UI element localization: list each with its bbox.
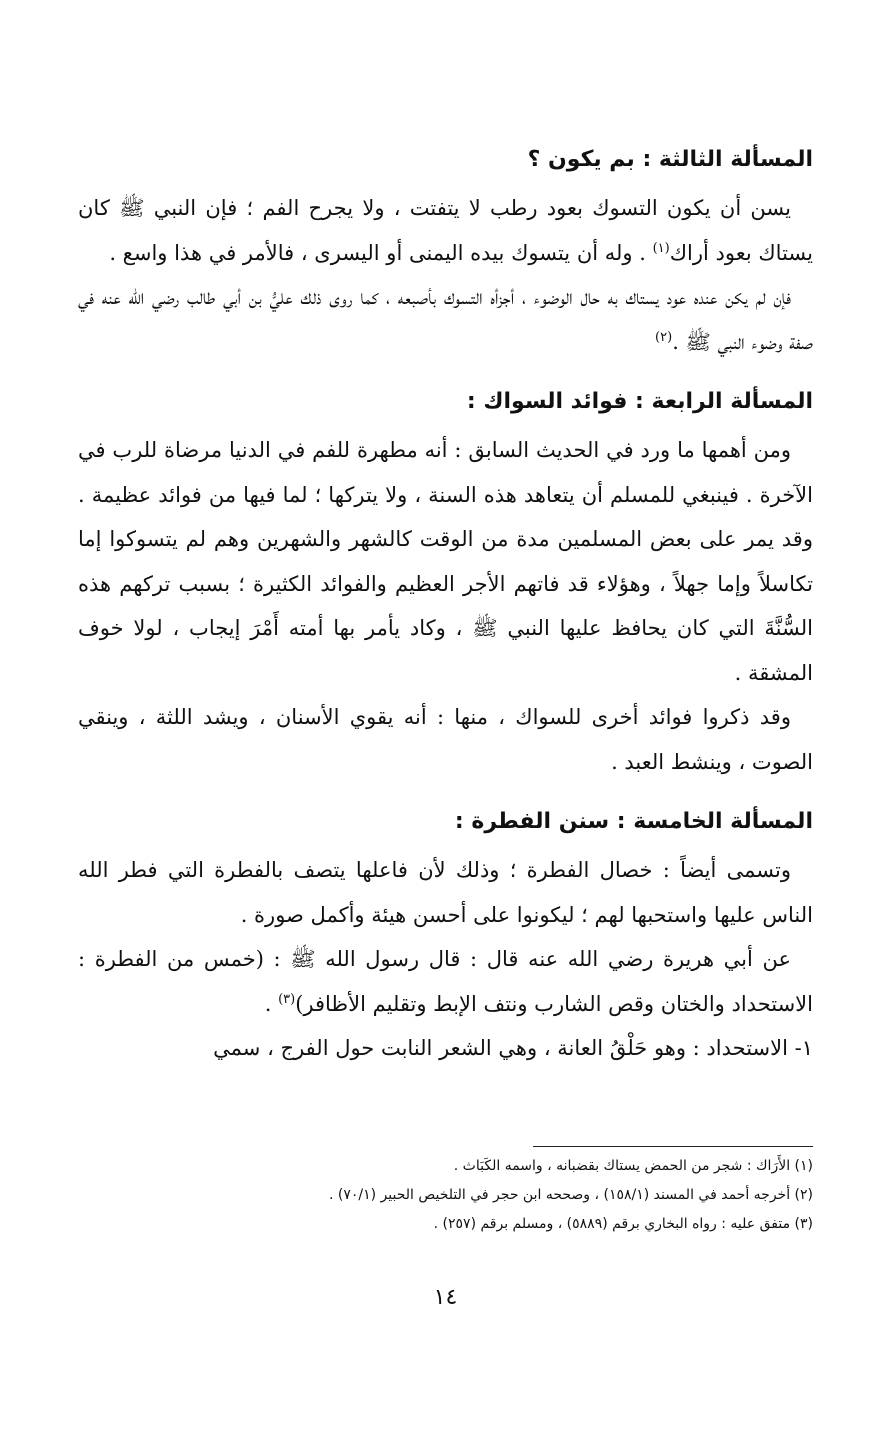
page-body <box>78 140 813 1071</box>
footnote-3: (٣) متفق عليه : رواه البخاري برقم (٥٨٨٩) ، ومسلم برقم (٢٥٧) . <box>433 1216 813 1232</box>
paragraph: وتسمى أيضاً : خصال الفطرة ؛ وذلك لأن فاعلها يتصف بالفطرة التي فطر الله الناس عليها واستحبها لهم ؛ ليكونوا على أحسن هيئة وأكمل صورة . <box>78 858 813 927</box>
footnote-1: (١) الأَرَاك : شجر من الحمض يستاك بقضبانه ، واسمه الكَبَاث . <box>453 1158 813 1174</box>
footnote-ref: (١) <box>652 240 670 256</box>
footnote-ref: (٢) <box>655 329 673 345</box>
footnotes <box>78 1152 813 1239</box>
section-heading-3: المسألة الثالثة : بم يكون ؟ <box>527 147 813 172</box>
paragraph: وقد ذكروا فوائد أخرى للسواك ، منها : أنه يقوي الأسنان ، ويشد اللثة ، وينقي الصوت ، وينشط العبد . <box>78 705 813 774</box>
section-heading-5: المسألة الخامسة : سنن الفطرة : <box>454 809 813 834</box>
section-heading-4: المسألة الرابعة : فوائد السواك : <box>466 389 813 414</box>
paragraph: عن أبي هريرة رضي الله عنه قال : قال رسول الله ﷺ : (خمس من الفطرة : الاستحداد والختان وقص الشارب ونتف الإبط وتقليم الأظافر)$^{(٣)}$ . <box>78 947 813 1016</box>
page-number: ١٤ <box>433 1285 458 1310</box>
paragraph: ومن أهمها ما ورد في الحديث السابق : أنه مطهرة للفم في الدنيا مرضاة للرب في الآخرة . فينبغي للمسلم أن يتعاهد هذه السنة ، ولا يتركها ؛ لما فيها من فوائد عظيمة . وقد يمر على بعض المسلمين مدة من الوقت كالشهر والشهرين وهم لم يتسوكوا إما تكاسلاً وإما جهلاً ، وهؤلاء قد فاتهم الأجر العظيم والفوائد الكثيرة ؛ بسبب تركهم هذه السُّنَّةَ التي كان يحافظ عليها النبي ﷺ ، وكاد يأمر بها أمته أَمْرَ إيجاب ، لولا خوف المشقة . <box>78 438 813 685</box>
paragraph: فإن لم يكن عنده عود يستاك به حال الوضوء ، أجزأه التسوك بأصبعه ، كما روى ذلك عليُّ بن أبي طالب رضي الله عنه في صفة وضوء النبي ﷺ .$^{(٢)}$ <box>78 285 813 354</box>
footnote-2: (٢) أخرجه أحمد في المسند (١٥٨/١) ، وصححه ابن حجر في التلخيص الحبير (٧٠/١) . <box>328 1187 813 1203</box>
paragraph: يسن أن يكون التسوك بعود رطب لا يتفتت ، ولا يجرح الفم ؛ فإن النبي ﷺ كان يستاك بعود أراك$^{(١)}$ . وله أن يتسوك بيده اليمنى أو اليسرى ، فالأمر في هذا واسع . <box>78 196 813 265</box>
paragraph: ١- الاستحداد : وهو حَلْقُ العانة ، وهي الشعر النابت حول الفرج ، سمي <box>213 1036 813 1060</box>
footnote-divider <box>533 1146 813 1147</box>
footnote-ref: (٣) <box>278 991 296 1007</box>
